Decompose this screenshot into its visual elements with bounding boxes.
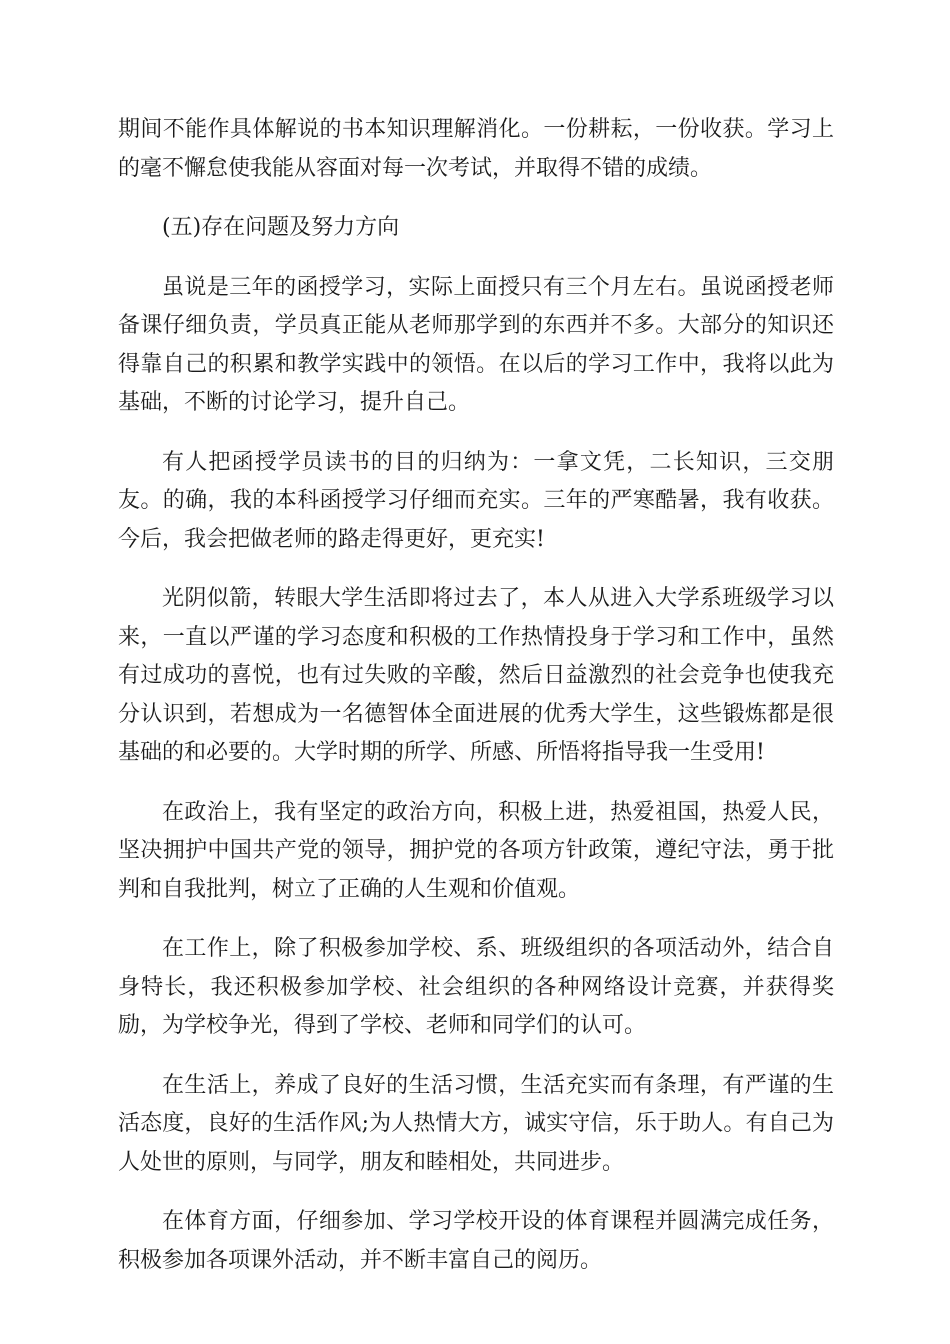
paragraph: 在工作上，除了积极参加学校、系、班级组织的各项活动外，结合自身特长，我还积极参加学校、社会组织的各种网络设计竞赛，并获得奖励，为学校争光，得到了学校、老师和同学们的认可。 [118, 936, 834, 1038]
paragraph: 有人把函授学员读书的目的归纳为：一拿文凭，二长知识，三交朋友。的确，我的本科函授学习仔细而充实。三年的严寒酷暑，我有收获。今后，我会把做老师的路走得更好，更充实! [118, 449, 834, 552]
paragraph: 虽说是三年的函授学习，实际上面授只有三个月左右。虽说函授老师备课仔细负责，学员真正能从老师那学到的东西并不多。大部分的知识还得靠自己的积累和教学实践中的领悟。在以后的学习工作中，我将以此为基础，不断的讨论学习，提升自己。 [118, 274, 834, 415]
paragraph: 在体育方面，仔细参加、学习学校开设的体育课程并圆满完成任务，积极参加各项课外活动，并不断丰富自己的阅历。 [118, 1209, 834, 1273]
paragraph-continuation: 期间不能作具体解说的书本知识理解消化。一份耕耘，一份收获。学习上的毫不懈怠使我能从容面对每一次考试，并取得不错的成绩。 [118, 117, 834, 181]
paragraph: 在政治上，我有坚定的政治方向，积极上进，热爱祖国，热爱人民，坚决拥护中国共产党的领导，拥护党的各项方针政策，遵纪守法，勇于批判和自我批判，树立了正确的人生观和价值观。 [118, 799, 834, 902]
document-body [118, 111, 834, 1301]
paragraph: 光阴似箭，转眼大学生活即将过去了，本人从进入大学系班级学习以来，一直以严谨的学习态度和积极的工作热情投身于学习和工作中，虽然有过成功的喜悦，也有过失败的辛酸，然后日益激烈的社会竞争也使我充分认识到，若想成为一名德智体全面进展的优秀大学生，这些锻炼都是很基础的和必要的。大学时期的所学、所感、所悟将指导我一生受用! [118, 586, 834, 765]
paragraph: 在生活上，养成了良好的生活习惯，生活充实而有条理，有严谨的生活态度，良好的生活作风;为人热情大方，诚实守信，乐于助人。有自己为人处世的原则，与同学，朋友和睦相处，共同进步。 [118, 1072, 834, 1175]
section-heading: (五)存在问题及努力方向 [162, 215, 400, 240]
